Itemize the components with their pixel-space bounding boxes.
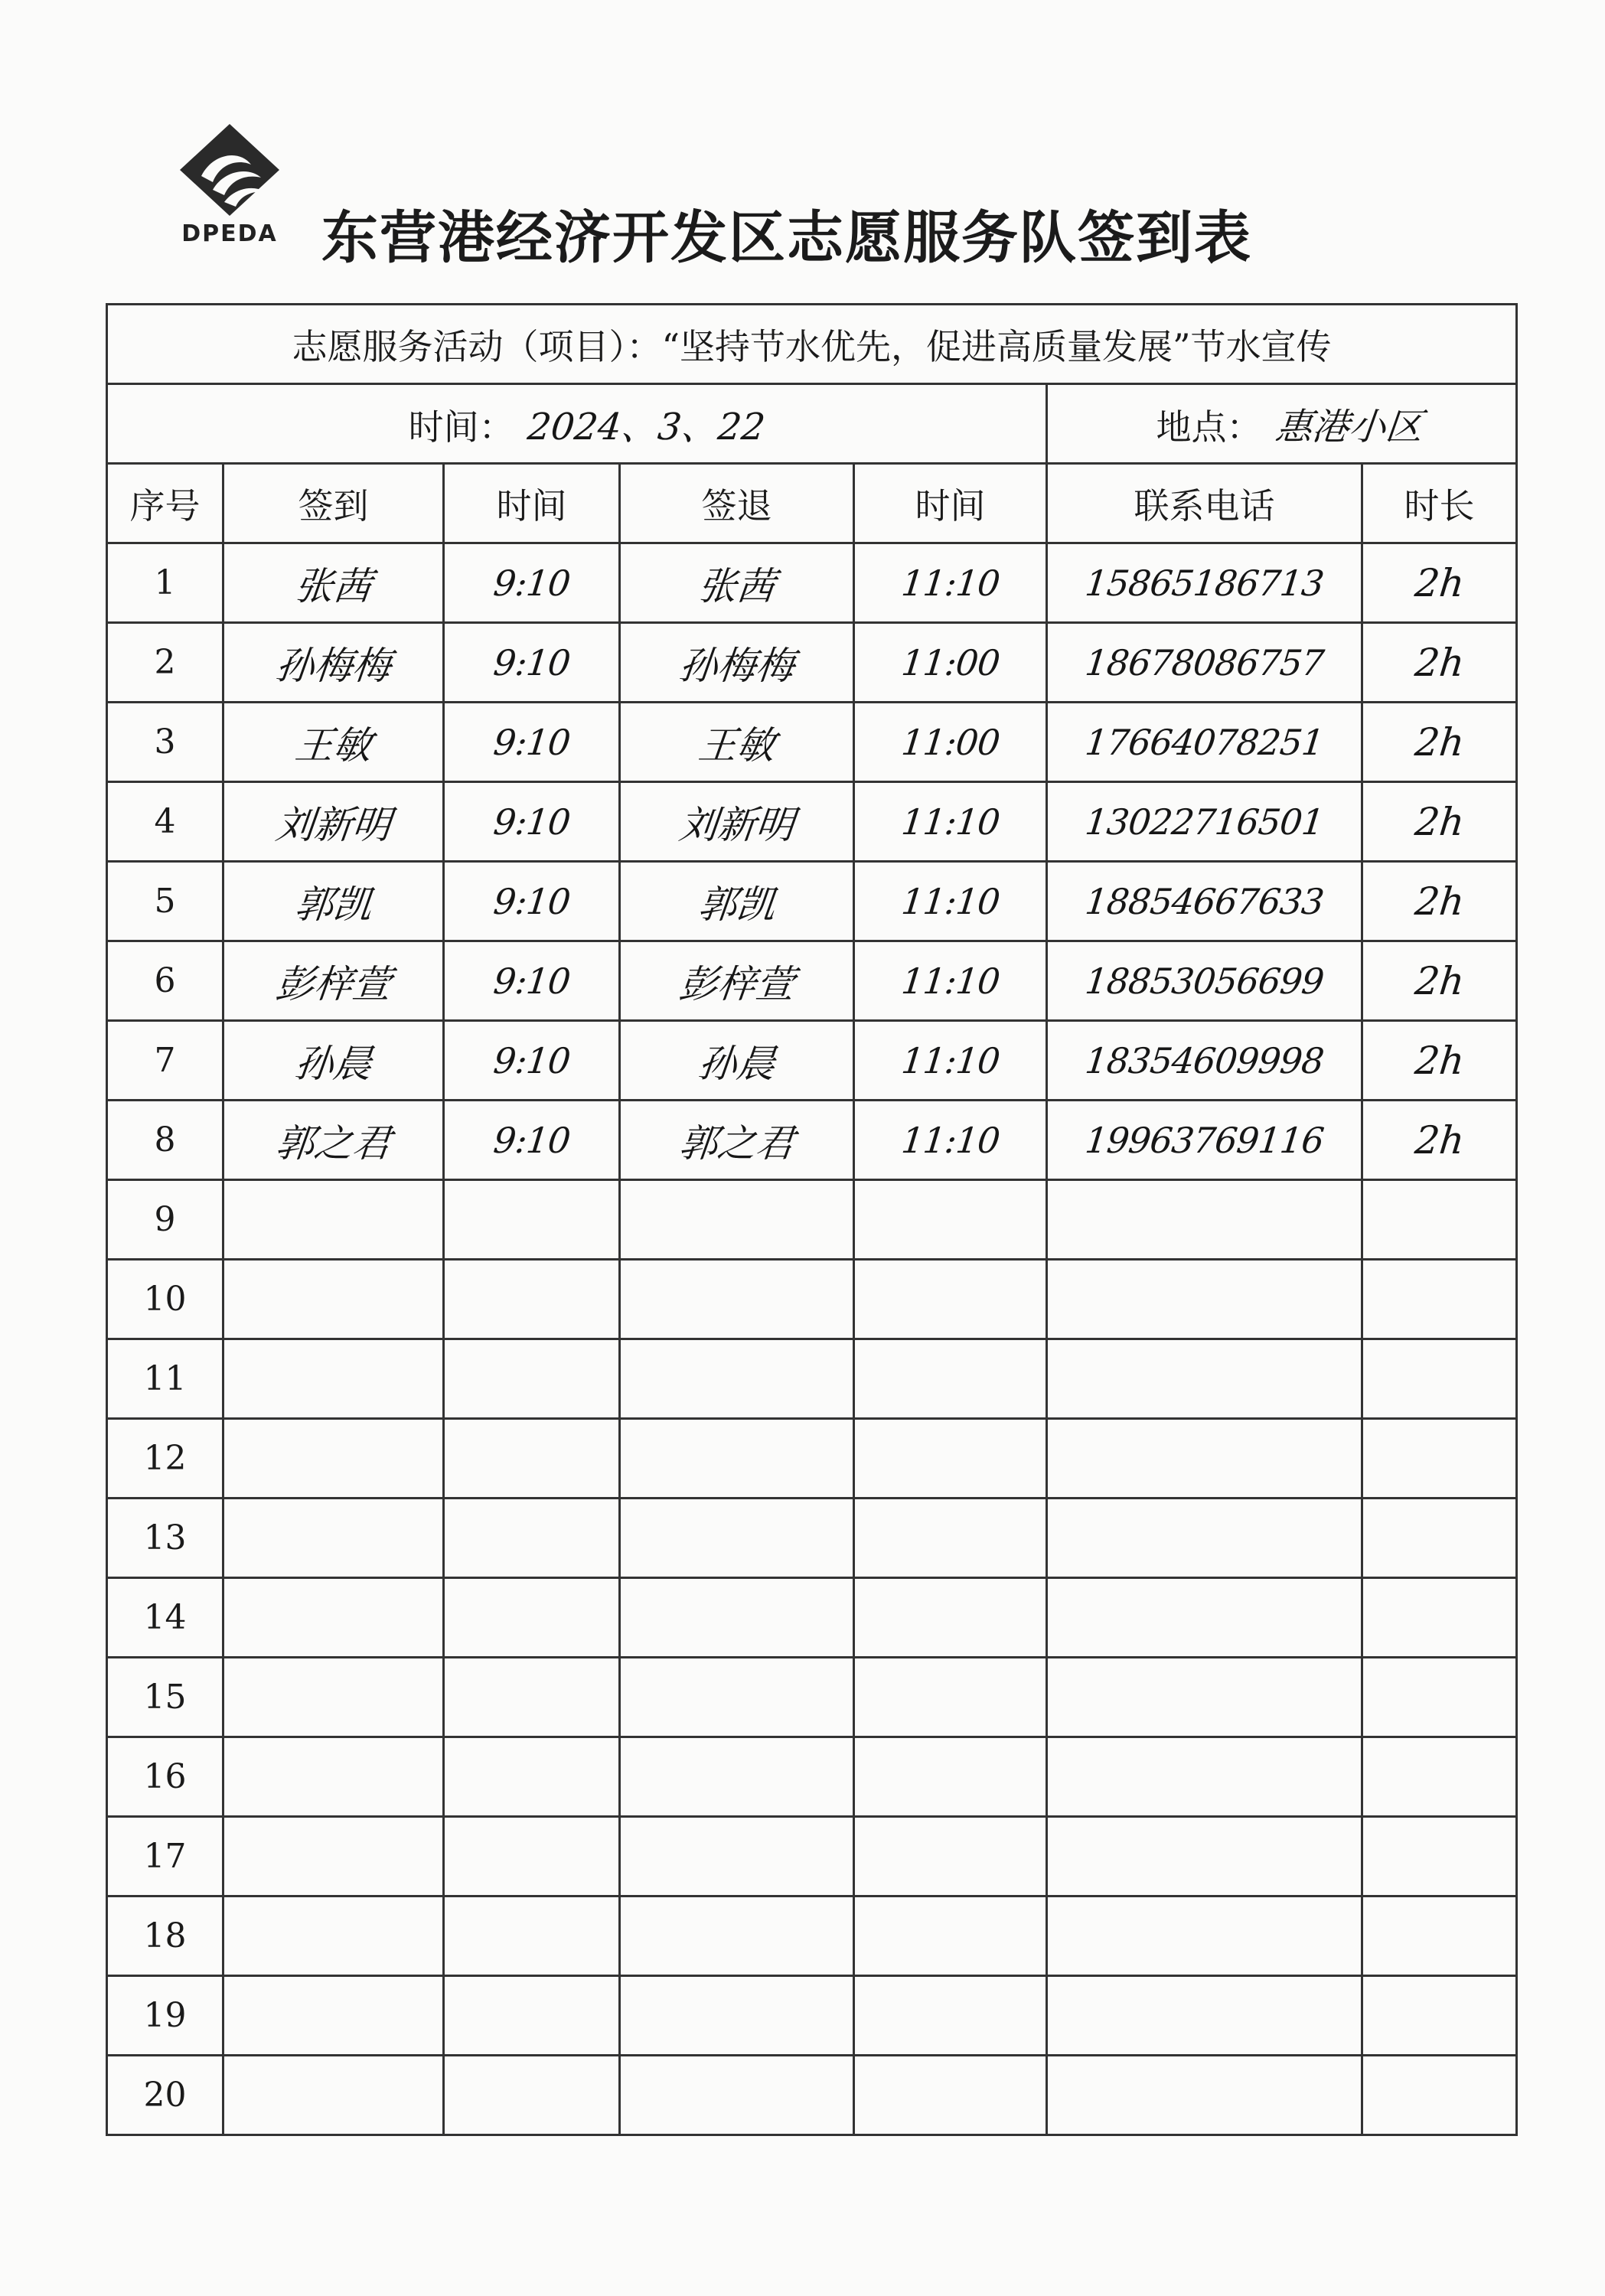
row-number: 4 [154, 802, 176, 841]
sign-out-time-cell [854, 1180, 1047, 1260]
row-number-cell [107, 941, 223, 1021]
duration-cell [1362, 1737, 1517, 1817]
duration: 2h [1412, 879, 1466, 924]
contact-phone-cell [1047, 862, 1362, 941]
row-number: 7 [154, 1041, 176, 1080]
table-row [107, 543, 1517, 623]
sign-out-signature-cell [620, 1419, 854, 1499]
sign-in-time-cell [444, 2056, 620, 2135]
duration: 2h [1412, 958, 1466, 1003]
sign-in-time-cell [444, 1817, 620, 1896]
row-number: 6 [154, 961, 176, 1000]
contact-phone-cell [1047, 1419, 1362, 1499]
duration-cell [1362, 941, 1517, 1021]
sign-out-signature-cell [620, 1737, 854, 1817]
row-number-cell [107, 543, 223, 623]
contact-phone: 18678086757 [1083, 641, 1326, 683]
duration: 2h [1412, 719, 1466, 765]
wave-logo-icon [178, 122, 282, 218]
sign-in-signature-cell [223, 2056, 444, 2135]
header-sign-in: 签到 [223, 464, 444, 543]
sign-out-time: 11:10 [899, 960, 1002, 1002]
sign-out-signature: 王敏 [696, 722, 778, 768]
table-row [107, 623, 1517, 703]
row-number-cell [107, 1021, 223, 1101]
sign-in-signature: 孙梅梅 [273, 643, 393, 688]
contact-phone-cell [1047, 1976, 1362, 2056]
sign-out-signature-cell [620, 1817, 854, 1896]
sign-in-time: 9:10 [491, 641, 572, 683]
header-in-time: 时间 [444, 464, 620, 543]
sign-out-time: 11:10 [899, 562, 1002, 604]
sign-out-time-cell [854, 862, 1047, 941]
sign-out-time-cell [854, 1419, 1047, 1499]
row-number-cell [107, 1180, 223, 1260]
duration-cell [1362, 703, 1517, 782]
sign-in-signature-cell [223, 1339, 444, 1419]
sign-in-signature: 张茜 [292, 563, 374, 608]
contact-phone-cell [1047, 1021, 1362, 1101]
row-number: 14 [143, 1598, 187, 1637]
activity-row [107, 305, 1517, 384]
row-number: 20 [143, 2076, 187, 2115]
header-out-time: 时间 [854, 464, 1047, 543]
sign-in-signature: 王敏 [292, 722, 374, 768]
contact-phone-cell [1047, 2056, 1362, 2135]
sign-out-time-cell [854, 1817, 1047, 1896]
activity-value: “坚持节水优先，促进高质量发展”节水宣传 [661, 325, 1332, 367]
duration-cell [1362, 623, 1517, 703]
sign-in-signature-cell [223, 1180, 444, 1260]
row-number: 18 [143, 1916, 187, 1955]
table-row [107, 1180, 1517, 1260]
sign-out-signature-cell [620, 1260, 854, 1339]
sign-out-time-cell [854, 941, 1047, 1021]
duration-cell [1362, 862, 1517, 941]
contact-phone-cell [1047, 703, 1362, 782]
sign-out-time: 11:00 [899, 641, 1002, 683]
row-number: 12 [143, 1439, 187, 1478]
row-number: 3 [154, 722, 176, 762]
duration-cell [1362, 1976, 1517, 2056]
duration-cell [1362, 1658, 1517, 1737]
table-row [107, 1260, 1517, 1339]
table-row [107, 1737, 1517, 1817]
place-value: 惠港小区 [1273, 406, 1425, 448]
sign-in-signature-cell [223, 1737, 444, 1817]
row-number: 19 [143, 1996, 187, 2035]
duration-cell [1362, 1817, 1517, 1896]
activity-cell [107, 305, 1517, 384]
sign-out-time-cell [854, 623, 1047, 703]
duration-cell [1362, 1101, 1517, 1180]
table-row [107, 1578, 1517, 1658]
row-number-cell [107, 1737, 223, 1817]
sign-out-time-cell [854, 1737, 1047, 1817]
contact-phone: 18853056699 [1083, 960, 1326, 1002]
sign-in-time-cell [444, 623, 620, 703]
sign-in-time-cell [444, 862, 620, 941]
sign-out-time: 11:10 [899, 1039, 1002, 1081]
duration: 2h [1412, 799, 1466, 844]
sign-in-signature-cell [223, 1578, 444, 1658]
contact-phone: 19963769116 [1083, 1119, 1326, 1161]
sign-out-signature: 郭凯 [696, 882, 778, 927]
sign-out-signature-cell [620, 2056, 854, 2135]
sign-out-time-cell [854, 782, 1047, 862]
dpeda-logo [172, 122, 287, 253]
table-row [107, 862, 1517, 941]
contact-phone-cell [1047, 782, 1362, 862]
sign-in-signature-cell [223, 543, 444, 623]
duration-cell [1362, 782, 1517, 862]
sign-in-time-cell [444, 1976, 620, 2056]
contact-phone-cell [1047, 1339, 1362, 1419]
sign-in-signature-cell [223, 1101, 444, 1180]
sign-out-signature-cell [620, 1339, 854, 1419]
table-row [107, 1021, 1517, 1101]
sign-out-signature: 郭之君 [677, 1120, 797, 1166]
sign-in-time-cell [444, 1658, 620, 1737]
sign-out-signature: 彭梓萱 [677, 961, 797, 1006]
sign-out-signature-cell [620, 1578, 854, 1658]
sign-out-time-cell [854, 1021, 1047, 1101]
row-number-cell [107, 1896, 223, 1976]
duration-cell [1362, 1180, 1517, 1260]
sign-in-table [106, 303, 1518, 2136]
contact-phone: 18354609998 [1083, 1039, 1326, 1081]
sign-out-time-cell [854, 1658, 1047, 1737]
table-row [107, 1817, 1517, 1896]
sign-out-signature-cell [620, 862, 854, 941]
sign-in-signature: 郭之君 [273, 1120, 393, 1166]
sign-in-signature-cell [223, 623, 444, 703]
sign-in-signature-cell [223, 1817, 444, 1896]
sign-out-time-cell [854, 1260, 1047, 1339]
row-number-cell [107, 1499, 223, 1578]
sign-in-signature-cell [223, 1658, 444, 1737]
sign-in-signature-cell [223, 941, 444, 1021]
contact-phone: 17664078251 [1083, 721, 1326, 763]
sign-out-signature: 孙梅梅 [677, 643, 797, 688]
duration-cell [1362, 2056, 1517, 2135]
table-row [107, 1976, 1517, 2056]
sign-in-time-cell [444, 1339, 620, 1419]
contact-phone: 15865186713 [1083, 562, 1326, 604]
row-number-cell [107, 1817, 223, 1896]
sign-in-time-cell [444, 1499, 620, 1578]
sign-in-signature-cell [223, 862, 444, 941]
duration-cell [1362, 1578, 1517, 1658]
row-number: 10 [143, 1280, 187, 1319]
table-row [107, 1419, 1517, 1499]
row-number-cell [107, 2056, 223, 2135]
sign-out-signature-cell [620, 703, 854, 782]
logo-text: DPEDA [181, 220, 278, 247]
table-row [107, 1499, 1517, 1578]
table-row [107, 2056, 1517, 2135]
contact-phone-cell [1047, 1578, 1362, 1658]
date-place-row [107, 384, 1517, 464]
sign-out-signature: 张茜 [696, 563, 778, 608]
table-row [107, 703, 1517, 782]
sign-in-time: 9:10 [491, 880, 572, 922]
sign-out-signature-cell [620, 1658, 854, 1737]
sign-out-signature: 孙晨 [696, 1041, 778, 1086]
sign-in-time-cell [444, 1101, 620, 1180]
row-number: 17 [143, 1837, 187, 1876]
contact-phone-cell [1047, 623, 1362, 703]
sign-out-time: 11:10 [899, 801, 1002, 843]
row-number: 13 [143, 1518, 187, 1557]
sign-in-time: 9:10 [491, 1039, 572, 1081]
sign-in-time-cell [444, 703, 620, 782]
sign-in-signature: 孙晨 [292, 1041, 374, 1086]
sign-out-time-cell [854, 1578, 1047, 1658]
row-number: 9 [154, 1200, 176, 1239]
sign-out-time-cell [854, 1499, 1047, 1578]
contact-phone-cell [1047, 1260, 1362, 1339]
sign-in-signature-cell [223, 1896, 444, 1976]
sign-out-time-cell [854, 703, 1047, 782]
sign-in-time: 9:10 [491, 801, 572, 843]
sign-out-signature-cell [620, 1180, 854, 1260]
sign-out-time-cell [854, 1339, 1047, 1419]
contact-phone: 18854667633 [1083, 880, 1326, 922]
row-number-cell [107, 703, 223, 782]
sign-in-signature-cell [223, 782, 444, 862]
duration-cell [1362, 1339, 1517, 1419]
table-row [107, 782, 1517, 862]
sign-in-signature-cell [223, 1021, 444, 1101]
row-number: 15 [143, 1678, 187, 1717]
sign-in-signature-cell [223, 703, 444, 782]
row-number-cell [107, 782, 223, 862]
row-number-cell [107, 1260, 223, 1339]
sign-out-time-cell [854, 2056, 1047, 2135]
contact-phone: 13022716501 [1083, 801, 1326, 843]
duration-cell [1362, 543, 1517, 623]
sign-out-signature-cell [620, 1976, 854, 2056]
duration-cell [1362, 1021, 1517, 1101]
row-number: 16 [143, 1757, 187, 1796]
row-number-cell [107, 1658, 223, 1737]
sign-in-time-cell [444, 1419, 620, 1499]
sign-out-time-cell [854, 1101, 1047, 1180]
sign-in-time-cell [444, 1260, 620, 1339]
row-number: 8 [154, 1120, 176, 1159]
duration-cell [1362, 1896, 1517, 1976]
sign-out-signature-cell [620, 941, 854, 1021]
sign-out-time-cell [854, 1976, 1047, 2056]
sign-in-time-cell [444, 782, 620, 862]
sign-in-signature-cell [223, 1499, 444, 1578]
sign-out-signature-cell [620, 623, 854, 703]
duration: 2h [1412, 560, 1466, 605]
sign-out-signature: 刘新明 [677, 802, 797, 847]
date-cell [107, 384, 1047, 464]
duration-cell [1362, 1260, 1517, 1339]
table-header-row [107, 464, 1517, 543]
contact-phone-cell [1047, 1737, 1362, 1817]
sign-in-time: 9:10 [491, 721, 572, 763]
header-sign-out: 签退 [620, 464, 854, 543]
sign-out-time: 11:10 [899, 880, 1002, 922]
duration-cell [1362, 1419, 1517, 1499]
sign-in-signature-cell [223, 1976, 444, 2056]
contact-phone-cell [1047, 1658, 1362, 1737]
contact-phone-cell [1047, 543, 1362, 623]
contact-phone-cell [1047, 1499, 1362, 1578]
sign-in-time-cell [444, 1180, 620, 1260]
sign-in-time-cell [444, 1737, 620, 1817]
sign-in-time: 9:10 [491, 562, 572, 604]
sign-out-signature-cell [620, 1021, 854, 1101]
row-number-cell [107, 623, 223, 703]
duration-cell [1362, 1499, 1517, 1578]
sign-out-time: 11:10 [899, 1119, 1002, 1161]
page-title: 东营港经济开发区志愿服务队签到表 [321, 205, 1252, 271]
sign-out-signature-cell [620, 543, 854, 623]
sign-in-time-cell [444, 1578, 620, 1658]
row-number-cell [107, 1578, 223, 1658]
sign-in-time-cell [444, 1021, 620, 1101]
contact-phone-cell [1047, 1180, 1362, 1260]
date-label: 时间： [408, 406, 514, 448]
table-row [107, 941, 1517, 1021]
contact-phone-cell [1047, 941, 1362, 1021]
row-number-cell [107, 1339, 223, 1419]
row-number-cell [107, 1976, 223, 2056]
activity-label: 志愿服务活动（项目）： [292, 325, 662, 367]
sign-in-signature-cell [223, 1260, 444, 1339]
table-row [107, 1658, 1517, 1737]
row-number-cell [107, 1419, 223, 1499]
duration: 2h [1412, 1117, 1466, 1163]
table-row [107, 1896, 1517, 1976]
row-number: 2 [154, 643, 176, 682]
duration: 2h [1412, 1038, 1466, 1083]
sign-in-time-cell [444, 1896, 620, 1976]
table-row [107, 1101, 1517, 1180]
sign-out-signature-cell [620, 1896, 854, 1976]
contact-phone-cell [1047, 1101, 1362, 1180]
sign-out-signature-cell [620, 1101, 854, 1180]
contact-phone-cell [1047, 1896, 1362, 1976]
row-number-cell [107, 1101, 223, 1180]
sign-out-time-cell [854, 543, 1047, 623]
row-number: 5 [154, 882, 176, 921]
sign-in-time: 9:10 [491, 960, 572, 1002]
place-cell [1047, 384, 1517, 464]
duration: 2h [1412, 640, 1466, 685]
sign-in-signature: 郭凯 [292, 882, 374, 927]
contact-phone-cell [1047, 1817, 1362, 1896]
sign-out-time: 11:00 [899, 721, 1002, 763]
sign-in-time-cell [444, 941, 620, 1021]
header-no: 序号 [107, 464, 223, 543]
sign-out-time-cell [854, 1896, 1047, 1976]
sign-in-signature: 刘新明 [273, 802, 393, 847]
header-duration: 时长 [1362, 464, 1517, 543]
header-phone: 联系电话 [1047, 464, 1362, 543]
table-row [107, 1339, 1517, 1419]
date-value: 2024、3、22 [525, 406, 767, 448]
place-label: 地点： [1156, 406, 1262, 448]
row-number-cell [107, 862, 223, 941]
sign-in-signature-cell [223, 1419, 444, 1499]
sign-in-time-cell [444, 543, 620, 623]
sign-in-signature: 彭梓萱 [273, 961, 393, 1006]
sign-in-time: 9:10 [491, 1119, 572, 1161]
row-number: 11 [143, 1359, 187, 1398]
row-number: 1 [154, 563, 176, 602]
sign-out-signature-cell [620, 1499, 854, 1578]
sign-out-signature-cell [620, 782, 854, 862]
